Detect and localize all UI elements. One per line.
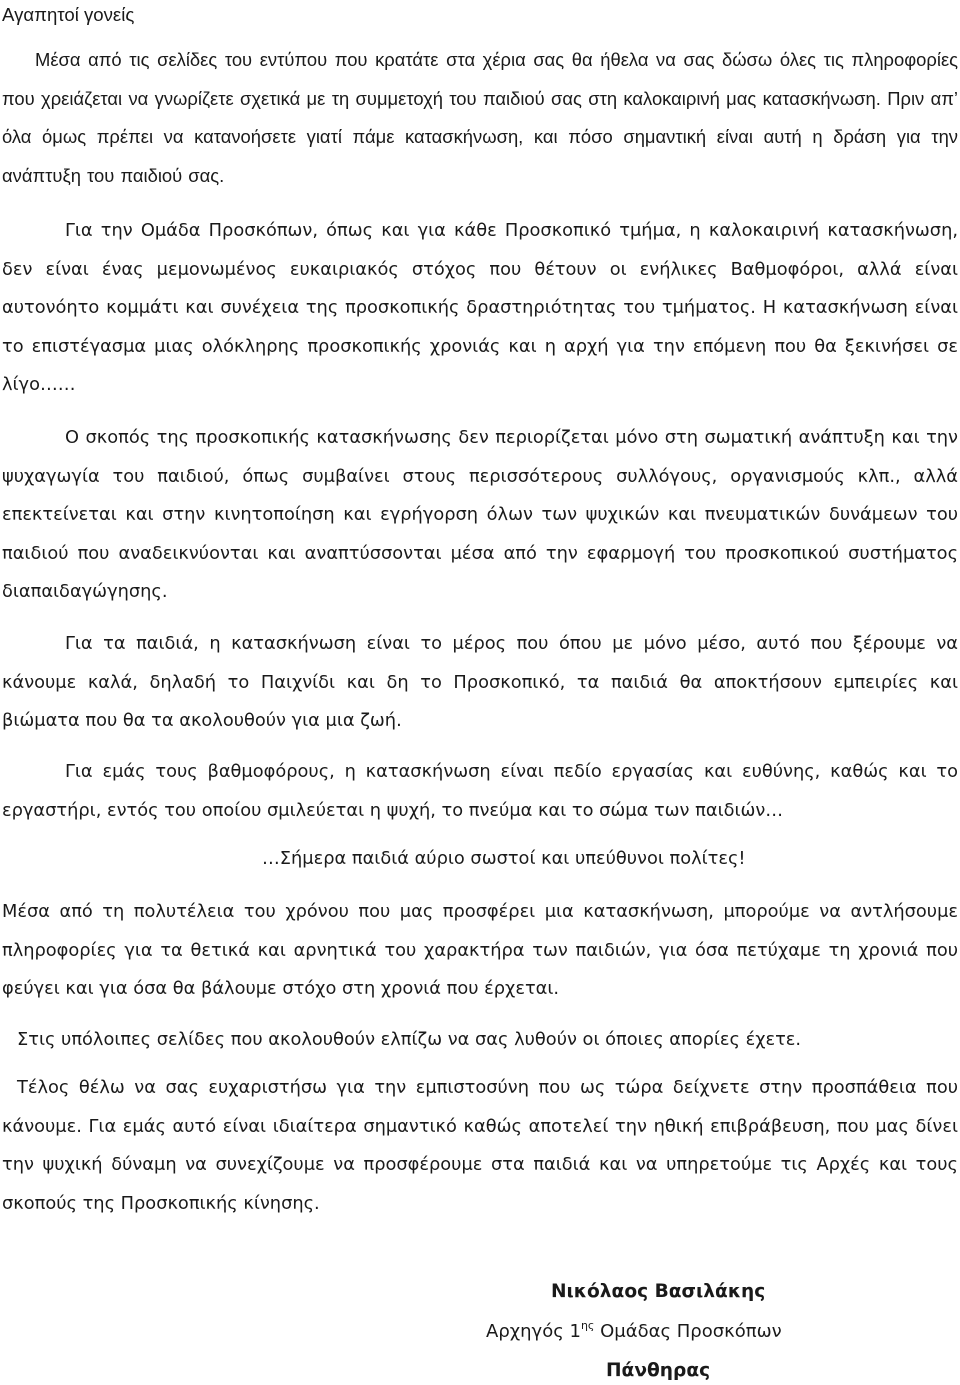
signature-role-superscript: ης	[580, 1319, 595, 1332]
paragraph-leaders: Για εμάς τους βαθμοφόρους, η κατασκήνωση είναι πεδίο εργασίας και ευθύνης, καθώς και το εργαστήρι, εντός του οποίου σμιλεύεται η ψυχή, το πνεύμα και το σώμα των παιδιών…	[2, 761, 958, 821]
paragraph-purpose: Ο σκοπός της προσκοπικής κατασκήνωσης δεν περιορίζεται μόνο στη σωματική ανάπτυξη και την ψυχαγωγία του παιδιού, όπως συμβαίνει στους περισσότερους συλλόγους, οργανισμούς κλπ., αλλά επεκτείνεται και στην κινητοποίηση και εγρήγορση όλων των ψυχικών και πνευματικών δυνάμεων του παιδιού που αναδεικνύονται και αναπτύσσονται μέσα από την εφαρμογή του προσκοπικού συστήματος διαπαιδαγώγησης.	[2, 427, 958, 603]
paragraph-following: Στις υπόλοιπες σελίδες που ακολουθούν ελπίζω να σας λυθούν οι όποιες απορίες έχετε.	[17, 1029, 802, 1050]
signature-name: Νικόλαος Βασιλάκης	[551, 1281, 766, 1302]
paragraph-children: Για τα παιδιά, η κατασκήνωση είναι το μέρος που όπου με μόνο μέσο, αυτό που ξέρουμε να κάνουμε καλά, δηλαδή το Παιχνίδι και δη το Προσκοπικό, τα παιδιά θα αποκτήσουν εμπειρίες και βιώματα που θα τα ακολουθούν για μια ζωή.	[2, 633, 958, 732]
signature-role-suffix: Ομάδας Προσκόπων	[594, 1321, 782, 1342]
signature-role	[486, 1319, 782, 1342]
signature-role-prefix: Αρχηγός 1	[486, 1321, 581, 1342]
motto: …Σήμερα παιδιά αύριο σωστοί και υπεύθυνοι πολίτες!	[262, 848, 746, 869]
paragraph-summer-camp: Για την Ομάδα Προσκόπων, όπως και για κάθε Προσκοπικό τμήμα, η καλοκαιρινή κατασκήνωση, δεν είναι ένας μεμονωμένος ευκαιριακός στόχος που θέτουν οι ενήλικες Βαθμοφόροι, αλλά είναι αυτονόητο κομμάτι και συνέχεια της προσκοπικής δραστηριότητας του τμήματος. Η κατασκήνωση είναι το επιστέγασμα μιας ολόκληρης προσκοπικής χρονιάς και η αρχή για την επόμενη που θα ξεκινήσει σε λίγο……	[2, 220, 958, 396]
paragraph-intro: Μέσα από τις σελίδες του εντύπου που κρατάτε στα χέρια σας θα ήθελα να σας δώσω όλες τις πληροφορίες που χρειάζεται να γνωρίζετε σχετικά με τη συμμετοχή του παιδιού σας στη καλοκαιρινή μας κατασκήνωση. Πριν απ’ όλα όμως πρέπει να κατανοήσετε γιατί πάμε κατασκήνωση, και πόσο σημαντική είναι αυτή η δράση για την ανάπτυξη του παιδιού σας.	[2, 49, 958, 186]
paragraph-year: Μέσα από τη πολυτέλεια του χρόνου που μας προσφέρει μια κατασκήνωση, μπορούμε να αντλήσουμε πληροφορίες για τα θετικά και αρνητικά του χαρακτήρα των παιδιών, για όσα πετύχαμε τη χρονιά που φεύγει και για όσα θα βάλουμε στόχο στη χρονιά που έρχεται.	[2, 901, 958, 1000]
greeting: Αγαπητοί γονείς	[2, 4, 135, 25]
paragraph-thanks: Τέλος θέλω να σας ευχαριστήσω για την εμπιστοσύνη που ως τώρα δείχνετε στην προσπάθεια που κάνουμε. Για εμάς αυτό είναι ιδιαίτερα σημαντικό καθώς αποτελεί την ηθική επιβράβευση, που μας δίνει την ψυχική δύναμη να συνεχίζουμε να προσφέρουμε στα παιδιά και να υπηρετούμε τις Αρχές και τους σκοπούς της Προσκοπικής κίνησης.	[2, 1077, 958, 1214]
signature-nickname: Πάνθηρας	[606, 1360, 711, 1381]
